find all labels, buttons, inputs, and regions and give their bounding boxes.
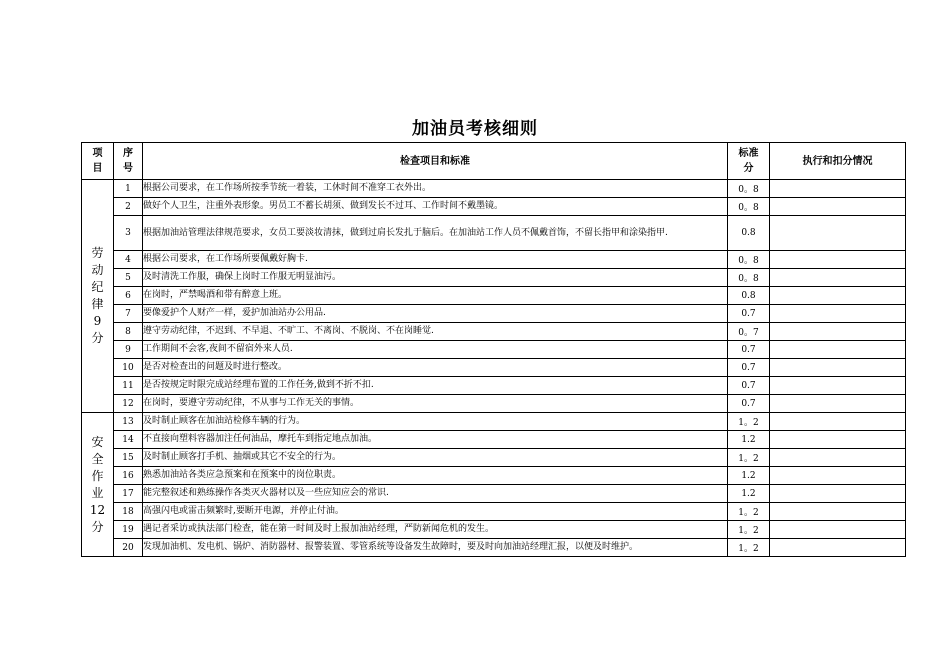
row-seq: 17 xyxy=(114,485,143,503)
table-row xyxy=(82,485,906,503)
row-criteria: 根据公司要求，在工作场所按季节统一着装，工休时间不准穿工衣外出。 xyxy=(143,180,728,198)
row-deduction-cell[interactable] xyxy=(770,323,906,341)
row-criteria: 能完整叙述和熟练操作各类灭火器材以及一些应知应会的常识. xyxy=(143,485,728,503)
category-cell xyxy=(82,413,114,557)
row-criteria: 工作期间不会客,夜间不留宿外来人员. xyxy=(143,341,728,359)
row-standard-score: 0.7 xyxy=(728,341,770,359)
row-deduction-cell[interactable] xyxy=(770,377,906,395)
header-seq xyxy=(114,143,143,180)
row-criteria: 根据加油站管理法律规范要求，女员工要淡妆清抹，做到过肩长发扎于脑后。在加油站工作人员不佩戴首饰，不留长指甲和涂染指甲. xyxy=(143,216,728,251)
table-row xyxy=(82,305,906,323)
row-deduction-cell[interactable] xyxy=(770,485,906,503)
header-seq-line2: 号 xyxy=(123,163,133,174)
table-row xyxy=(82,341,906,359)
table-row xyxy=(82,359,906,377)
header-criteria: 检查项目和标准 xyxy=(143,143,728,180)
row-seq: 1 xyxy=(114,180,143,198)
row-standard-score: 0。8 xyxy=(728,198,770,216)
row-deduction-cell[interactable] xyxy=(770,287,906,305)
row-standard-score: 0.8 xyxy=(728,287,770,305)
category-char: 作 xyxy=(91,468,104,483)
row-seq: 12 xyxy=(114,395,143,413)
category-char: 纪 xyxy=(91,280,104,294)
row-standard-score: 0.8 xyxy=(728,216,770,251)
row-deduction-cell[interactable] xyxy=(770,413,906,431)
row-standard-score: 0。8 xyxy=(728,251,770,269)
row-deduction-cell[interactable] xyxy=(770,180,906,198)
row-seq: 8 xyxy=(114,323,143,341)
row-standard-score: 0.7 xyxy=(728,395,770,413)
row-criteria: 熟悉加油站各类应急预案和在预案中的岗位职责。 xyxy=(143,467,728,485)
row-criteria: 高强闪电或雷击频繁时,要断开电源，并停止付油。 xyxy=(143,503,728,521)
category-char: 业 xyxy=(91,485,104,500)
row-standard-score: 0.7 xyxy=(728,359,770,377)
row-seq: 11 xyxy=(114,377,143,395)
category-char: 动 xyxy=(91,263,104,277)
row-seq: 4 xyxy=(114,251,143,269)
document-title: 加油员考核细则 xyxy=(412,119,538,139)
table-row xyxy=(82,180,906,198)
row-standard-score: 0.7 xyxy=(728,377,770,395)
table-row xyxy=(82,449,906,467)
category-char: 全 xyxy=(91,451,104,466)
row-seq: 10 xyxy=(114,359,143,377)
row-deduction-cell[interactable] xyxy=(770,539,906,557)
row-criteria: 及时清洗工作服，确保上岗时工作服无明显油污。 xyxy=(143,269,728,287)
row-criteria: 在岗时，严禁喝酒和带有醉意上班。 xyxy=(143,287,728,305)
table-row xyxy=(82,413,906,431)
row-standard-score: 1.2 xyxy=(728,431,770,449)
header-standard-score xyxy=(728,143,770,180)
row-standard-score: 0。7 xyxy=(728,323,770,341)
row-deduction-cell[interactable] xyxy=(770,359,906,377)
table-row xyxy=(82,467,906,485)
row-seq: 19 xyxy=(114,521,143,539)
row-seq: 15 xyxy=(114,449,143,467)
row-seq: 13 xyxy=(114,413,143,431)
row-deduction-cell[interactable] xyxy=(770,269,906,287)
row-criteria: 做好个人卫生，注重外表形象。男员工不蓄长胡须、做到发长不过耳、工作时间不戴墨镜。 xyxy=(143,198,728,216)
row-deduction-cell[interactable] xyxy=(770,305,906,323)
row-criteria: 在岗时，要遵守劳动纪律，不从事与工作无关的事情。 xyxy=(143,395,728,413)
header-standard-line1: 标准 xyxy=(738,148,759,159)
row-criteria: 根据公司要求，在工作场所要佩戴好胸卡. xyxy=(143,251,728,269)
row-seq: 9 xyxy=(114,341,143,359)
row-standard-score: 1。2 xyxy=(728,413,770,431)
row-deduction-cell[interactable] xyxy=(770,431,906,449)
row-criteria: 遇记者采访或执法部门检查，能在第一时间及时上报加油站经理，严防新闻危机的发生。 xyxy=(143,521,728,539)
row-criteria: 遵守劳动纪律，不迟到、不早退、不旷工、不离岗、不脱岗、不在岗睡觉. xyxy=(143,323,728,341)
table-row xyxy=(82,539,906,557)
category-char: 分 xyxy=(91,519,104,534)
table-row xyxy=(82,431,906,449)
table-row xyxy=(82,251,906,269)
row-seq: 18 xyxy=(114,503,143,521)
category-char: 安 xyxy=(91,434,104,449)
row-standard-score: 1。2 xyxy=(728,539,770,557)
row-seq: 16 xyxy=(114,467,143,485)
row-seq: 7 xyxy=(114,305,143,323)
assessment-table xyxy=(81,142,906,557)
row-criteria: 是否对检查出的问题及时进行整改。 xyxy=(143,359,728,377)
table-row xyxy=(82,198,906,216)
row-seq: 14 xyxy=(114,431,143,449)
row-deduction-cell[interactable] xyxy=(770,341,906,359)
row-seq: 5 xyxy=(114,269,143,287)
table-header-row xyxy=(82,143,906,180)
row-criteria: 要像爱护个人财产一样，爱护加油站办公用品. xyxy=(143,305,728,323)
category-char: 12 xyxy=(89,502,106,517)
table-row xyxy=(82,287,906,305)
row-standard-score: 1.2 xyxy=(728,467,770,485)
row-standard-score: 1。2 xyxy=(728,449,770,467)
row-standard-score: 1。2 xyxy=(728,521,770,539)
table-row xyxy=(82,521,906,539)
row-deduction-cell[interactable] xyxy=(770,521,906,539)
table-row xyxy=(82,395,906,413)
category-cell xyxy=(82,180,114,413)
category-char: 律 xyxy=(91,297,104,311)
header-standard-line2: 分 xyxy=(743,163,754,174)
row-deduction-cell[interactable] xyxy=(770,395,906,413)
row-standard-score: 0。8 xyxy=(728,269,770,287)
row-criteria: 发现加油机、发电机、锅炉、消防器材、报警装置、零管系统等设备发生故障时，要及时向加油站经理汇报，以便及时维护。 xyxy=(143,539,728,557)
header-seq-line1: 序 xyxy=(123,148,133,159)
row-deduction-cell[interactable] xyxy=(770,503,906,521)
row-criteria: 及时制止顾客在加油站检修车辆的行为。 xyxy=(143,413,728,431)
row-seq: 3 xyxy=(114,216,143,251)
header-deduction: 执行和扣分情况 xyxy=(770,143,906,180)
table-row xyxy=(82,503,906,521)
row-criteria: 不直接向塑料容器加注任何油品，摩托车到指定地点加油。 xyxy=(143,431,728,449)
row-criteria: 及时制止顾客打手机、抽烟或其它不安全的行为。 xyxy=(143,449,728,467)
row-deduction-cell[interactable] xyxy=(770,198,906,216)
header-item-line2: 目 xyxy=(92,163,103,174)
row-standard-score: 1。2 xyxy=(728,503,770,521)
row-standard-score: 0。8 xyxy=(728,180,770,198)
category-char: 9 xyxy=(93,314,102,328)
category-char: 劳 xyxy=(91,246,104,260)
row-deduction-cell[interactable] xyxy=(770,467,906,485)
category-char: 分 xyxy=(91,331,104,345)
row-deduction-cell[interactable] xyxy=(770,216,906,251)
row-standard-score: 1.2 xyxy=(728,485,770,503)
header-item-line1: 项 xyxy=(92,148,103,159)
row-deduction-cell[interactable] xyxy=(770,251,906,269)
row-standard-score: 0.7 xyxy=(728,305,770,323)
row-criteria: 是否按规定时限完成站经理布置的工作任务,做到不折不扣. xyxy=(143,377,728,395)
row-seq: 6 xyxy=(114,287,143,305)
table-row xyxy=(82,216,906,251)
table-row xyxy=(82,323,906,341)
table-row xyxy=(82,269,906,287)
row-seq: 2 xyxy=(114,198,143,216)
header-item xyxy=(82,143,114,180)
table-body xyxy=(82,180,906,557)
row-seq: 20 xyxy=(114,539,143,557)
table-row xyxy=(82,377,906,395)
row-deduction-cell[interactable] xyxy=(770,449,906,467)
